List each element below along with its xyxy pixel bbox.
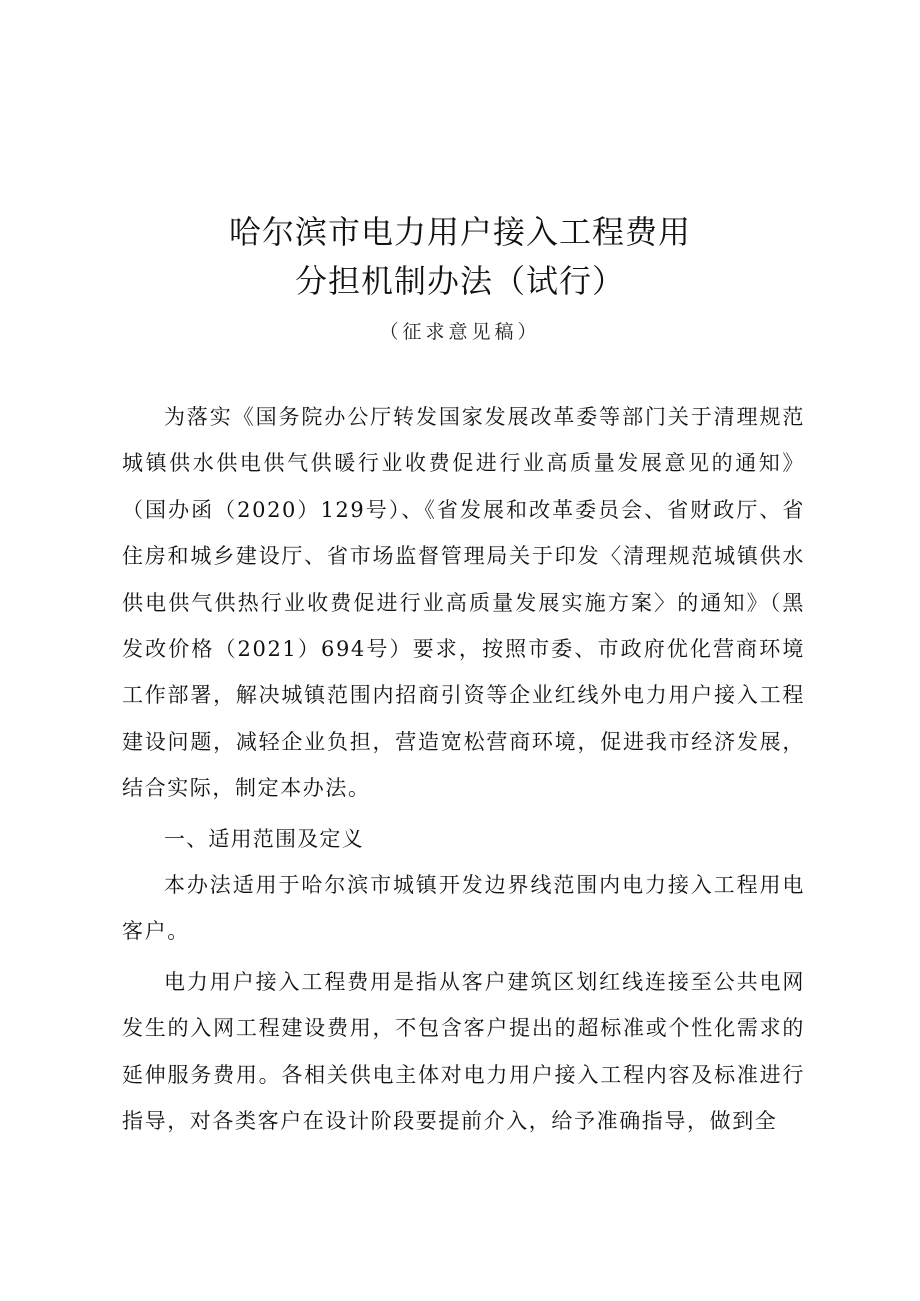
- document-subtitle: （征求意见稿）: [379, 321, 541, 343]
- document-title-line2: 分担机制办法（试行）: [294, 262, 625, 300]
- paragraph-preamble: 为落实《国务院办公厅转发国家发展改革委等部门关于清理规范城镇供水供电供气供暖行业收费促进行业高质量发展意见的通知》（国办函（2020）129号）、《省发展和改革委员会、省财政厅、省住房和城乡建设厅、省市场监督管理局关于印发〈清理规范城镇供水供电供气供热行业收费促进行业高质量发展实施方案〉的通知》（黑发改价格（2021）694号）要求，按照市委、市政府优化营商环境工作部署，解决城镇范围内招商引资等企业红线外电力用户接入工程建设问题，减轻企业负担，营造宽松营商环境，促进我市经济发展，结合实际，制定本办法。: [122, 405, 805, 801]
- document-title-line1: 哈尔滨市电力用户接入工程费用: [228, 213, 691, 251]
- paragraph-definition: 电力用户接入工程费用是指从客户建筑区划红线连接至公共电网发生的入网工程建设费用，不包含客户提出的超标准或个性化需求的延伸服务费用。各相关供电主体对电力用户接入工程内容及标准进行指导，对各类客户在设计阶段要提前介入，给予准确指导，做到全: [122, 969, 805, 1134]
- section-heading-scope: 一、适用范围及定义: [164, 826, 364, 851]
- document-body: [122, 394, 805, 1145]
- paragraph-scope: 本办法适用于哈尔滨市城镇开发边界线范围内电力接入工程用电客户。: [122, 873, 805, 944]
